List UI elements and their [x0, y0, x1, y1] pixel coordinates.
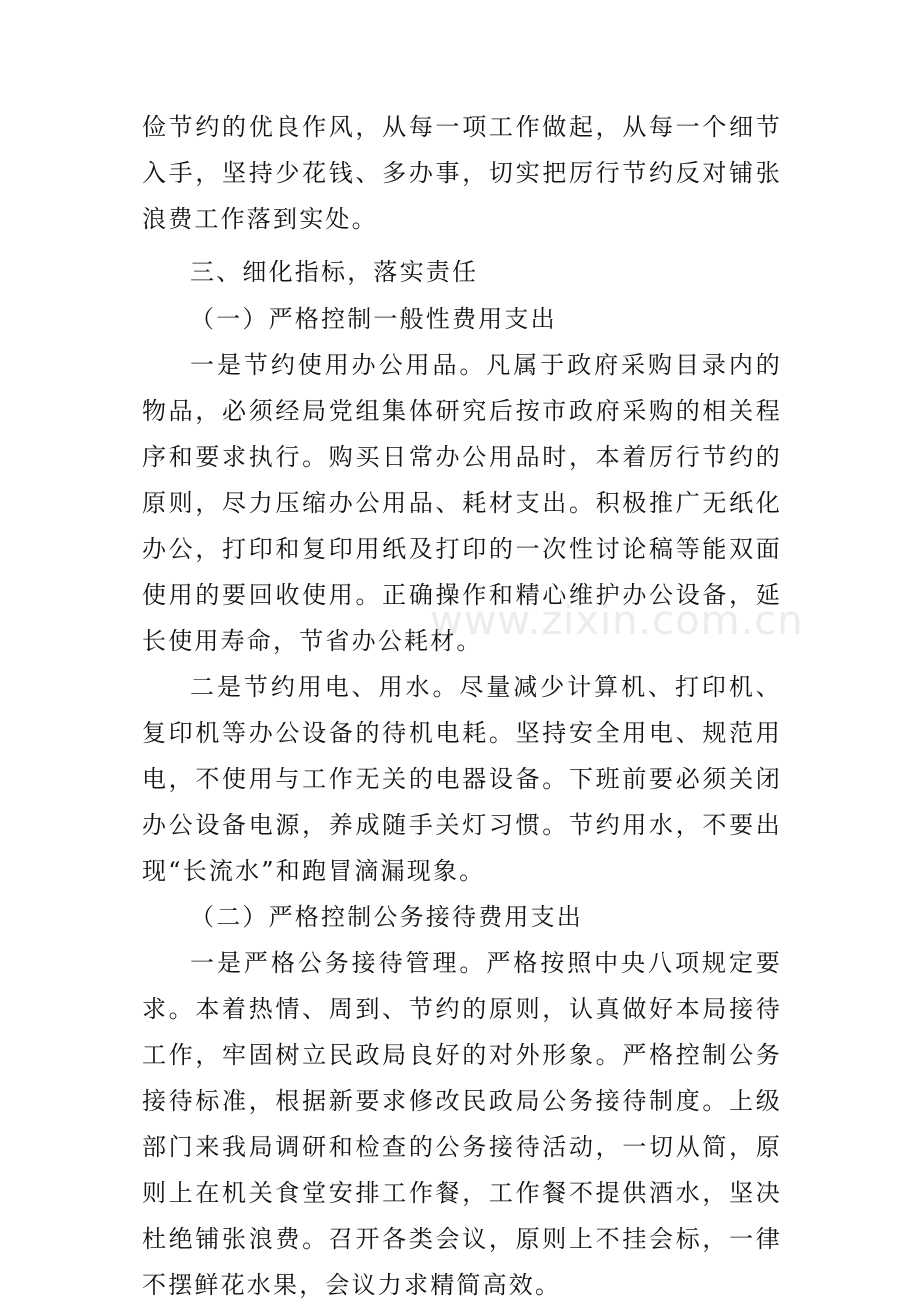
subsection-heading-1: （一）严格控制一般性费用支出: [190, 305, 557, 333]
paragraph-reception: 一是严格公务接待管理。严格按照中央八项规定要求。本着热情、周到、节约的原则，认真做好本局接待工作，牢固树立民政局良好的对外形象。严格控制公务接待标准，根据新要求修改民政局公务接待制度。上级部门来我局调研和检查的公务接待活动，一切从简，原则上在机关食堂安排工作餐，工作餐不提供酒水，坚决杜绝铺张浪费。召开各类会议，原则上不挂会标，一律不摆鲜花水果，会议力求精简高效。: [142, 949, 782, 1299]
document-body: [142, 104, 782, 1308]
watermark: www.zixin.com.cn: [430, 598, 804, 644]
subsection-heading-2: （二）严格控制公务接待费用支出: [190, 903, 583, 931]
paragraph-continuation: 俭节约的优良作风，从每一项工作做起，从每一个细节入手，坚持少花钱、多办事，切实把厉行节约反对铺张浪费工作落到实处。: [142, 113, 782, 233]
paragraph-office-supplies: 一是节约使用办公用品。凡属于政府采购目录内的物品，必须经局党组集体研究后按市政府采购的相关程序和要求执行。购买日常办公用品时，本着厉行节约的原则，尽力压缩办公用品、耗材支出。积极推广无纸化办公，打印和复印用纸及打印的一次性讨论稿等能双面使用的要回收使用。正确操作和精心维护办公设备，延长使用寿命，节省办公耗材。: [142, 351, 782, 655]
section-heading: 三、细化指标，落实责任: [190, 258, 479, 286]
paragraph-electricity-water: 二是节约用电、用水。尽量减少计算机、打印机、复印机等办公设备的待机电耗。坚持安全用电、规范用电，不使用与工作无关的电器设备。下班前要必须关闭办公设备电源，养成随手关灯习惯。节约用水，不要出现“长流水”和跑冒滴漏现象。: [142, 673, 782, 885]
